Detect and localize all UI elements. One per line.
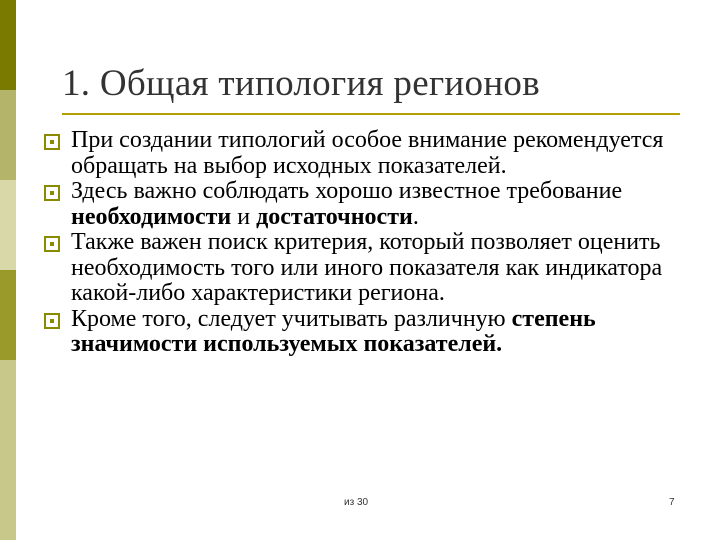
bullet-list (44, 128, 694, 358)
bullet-item (44, 230, 694, 307)
decor-band-4 (0, 270, 16, 360)
square-bullet-icon (44, 185, 60, 201)
bullet-item (44, 128, 694, 179)
square-bullet-icon (44, 313, 60, 329)
bullet-text-bold: необходимости (71, 203, 232, 230)
bullet-item (44, 179, 694, 230)
bullet-text-bold: степень значимости используемых показателей. (71, 305, 596, 357)
square-bullet-icon (44, 236, 60, 252)
bullet-text: и (231, 203, 257, 230)
decor-band-3 (0, 180, 16, 270)
decor-band-2 (0, 90, 16, 180)
title-underline (62, 113, 680, 115)
bullet-text: Здесь важно соблюдать хорошо известное требование (71, 178, 623, 204)
slide-title: 1. Общая типология регионов (62, 63, 540, 104)
bullet-text: Кроме того, следует учитывать различную (71, 305, 512, 332)
footer-total-pages: из 30 (344, 497, 369, 508)
decor-band-5 (0, 360, 16, 540)
bullet-text: . (412, 203, 419, 230)
page-number: 7 (669, 497, 675, 508)
square-bullet-icon (44, 134, 60, 150)
bullet-text-bold: достаточности (256, 203, 413, 230)
bullet-item (44, 307, 694, 358)
bullet-text: При создании типологий особое внимание рекомендуется обращать на выбор исходных показателей. (71, 127, 664, 179)
bullet-text: Также важен поиск критерия, который позволяет оценить необходимость того или иного показателя как индикатора какой-либо характеристики региона. (71, 229, 663, 306)
decor-band-1 (0, 0, 16, 90)
